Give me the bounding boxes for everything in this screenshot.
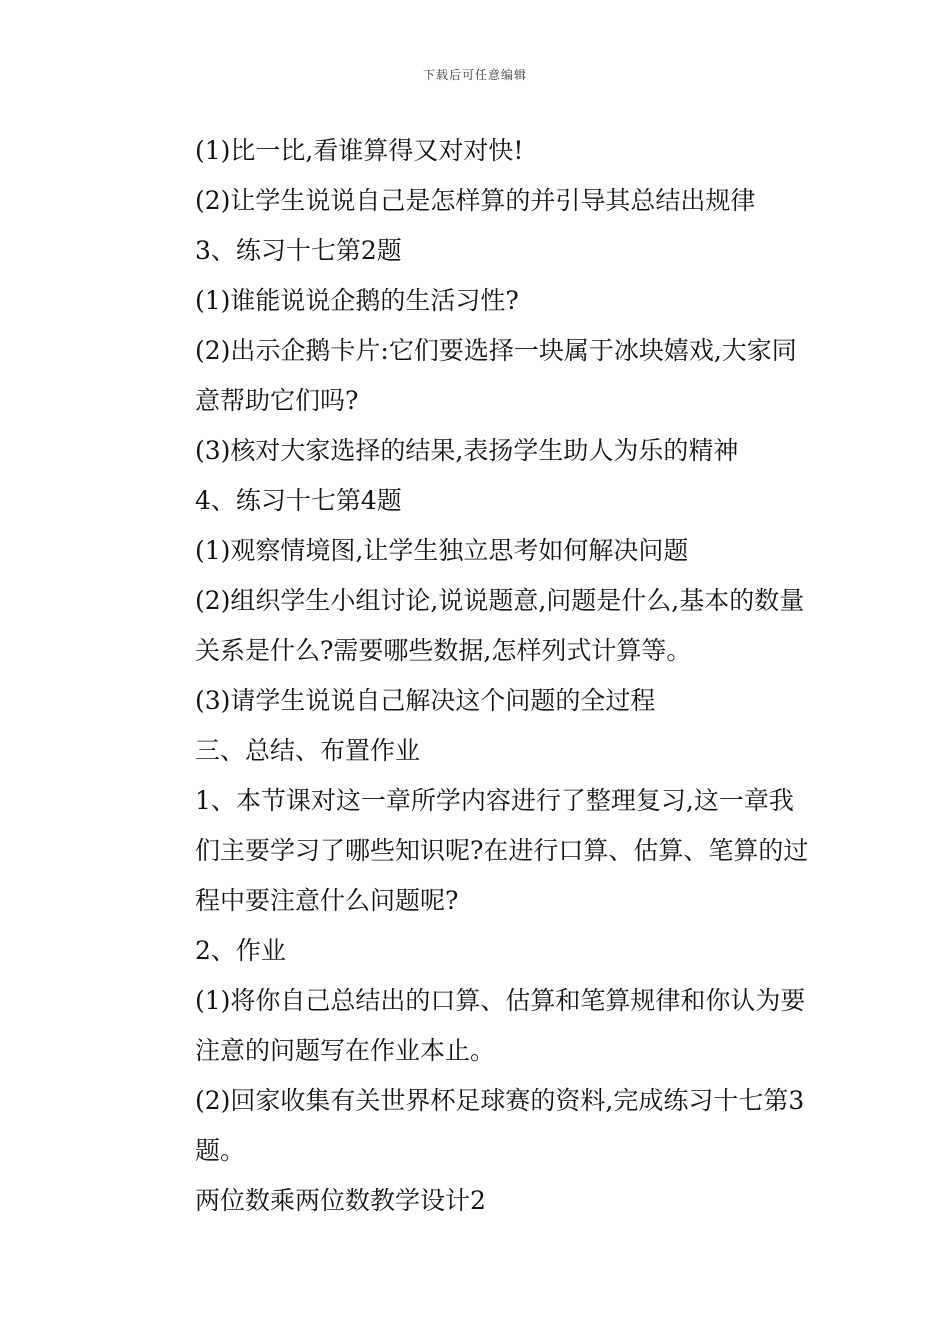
paragraph: (1)谁能说说企鹅的生活习性?: [195, 286, 519, 315]
paragraph: (1)观察情境图,让学生独立思考如何解决问题: [195, 536, 689, 565]
section-heading: 两位数乘两位数教学设计2: [195, 1186, 486, 1215]
paragraph: 2、作业: [195, 936, 286, 965]
paragraph: (2)让学生说说自己是怎样算的并引导其总结出规律: [195, 186, 756, 215]
page-header: 下载后可任意编辑: [422, 68, 527, 82]
paragraph: (2)组织学生小组讨论,说说题意,问题是什么,基本的数量关系是什么?需要哪些数据,怎样列式计算等。: [195, 586, 805, 665]
paragraph: (1)将你自己总结出的口算、估算和笔算规律和你认为要注意的问题写在作业本止。: [195, 986, 806, 1065]
paragraph: (2)出示企鹅卡片:它们要选择一块属于冰块嬉戏,大家同意帮助它们吗?: [195, 336, 797, 415]
paragraph: 1、本节课对这一章所学内容进行了整理复习,这一章我们主要学习了哪些知识呢?在进行口算、估算、笔算的过程中要注意什么问题呢?: [195, 786, 809, 915]
paragraph: (1)比一比,看谁算得又对对快!: [195, 136, 524, 165]
paragraph: (3)请学生说说自己解决这个问题的全过程: [195, 686, 656, 715]
document-body: [145, 126, 810, 1226]
paragraph: (2)回家收集有关世界杯足球赛的资料,完成练习十七第3题。: [195, 1086, 805, 1165]
paragraph: (3)核对大家选择的结果,表扬学生助人为乐的精神: [195, 436, 739, 465]
paragraph: 4、练习十七第4题: [195, 486, 402, 515]
paragraph: 3、练习十七第2题: [195, 236, 402, 265]
section-heading: 三、总结、布置作业: [195, 736, 421, 765]
